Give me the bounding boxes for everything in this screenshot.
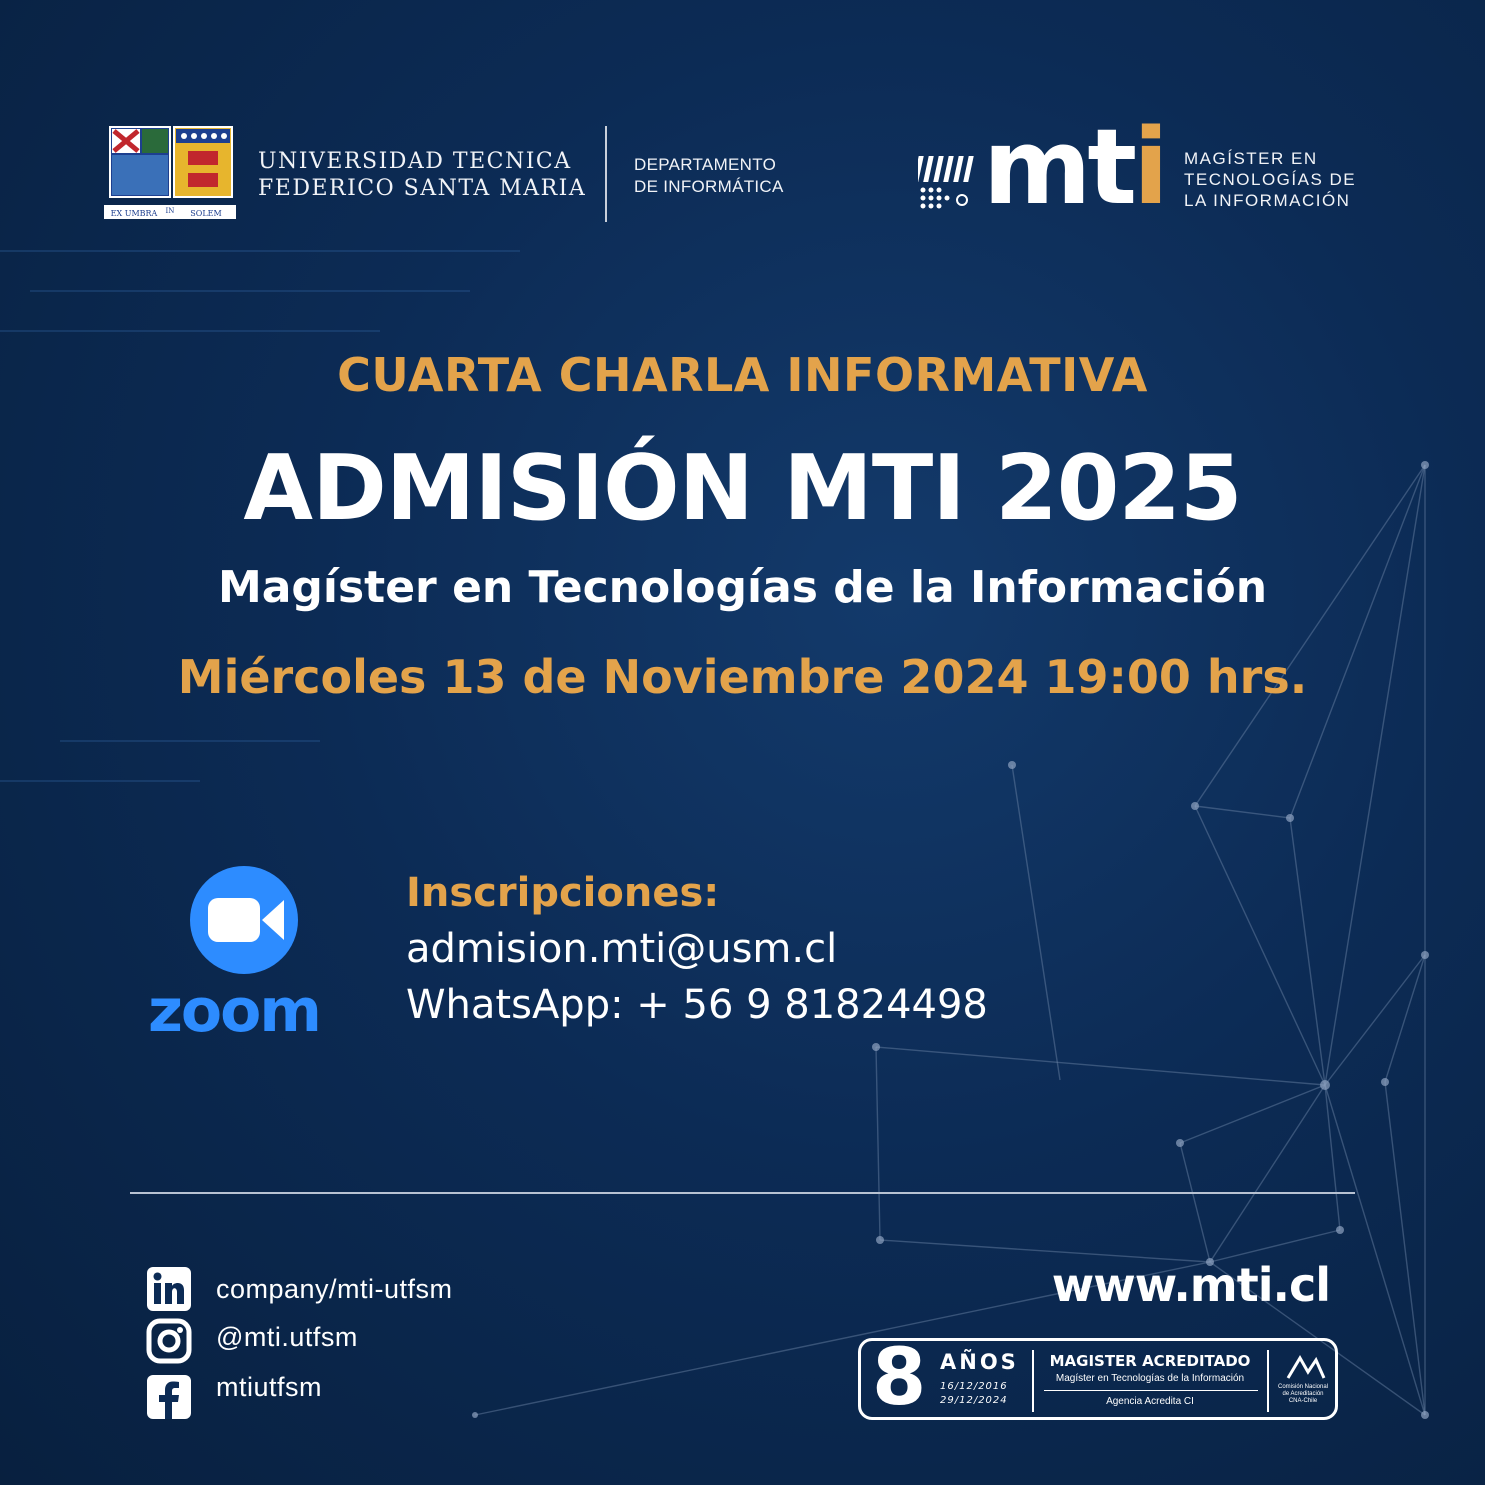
- cna-name-line1: Comisión Nacional: [1277, 1384, 1329, 1390]
- accreditation-date-from: 16/12/2016: [940, 1381, 1008, 1392]
- badge-rule: [1044, 1390, 1258, 1391]
- event-subtitle: CUARTA CHARLA INFORMATIVA: [337, 348, 1148, 402]
- accreditation-years-number: 8: [872, 1333, 927, 1423]
- accreditation-title: MAGISTER ACREDITADO: [1049, 1352, 1251, 1370]
- mti-tagline: [1184, 148, 1356, 211]
- website-link[interactable]: www.mti.cl: [1051, 1258, 1330, 1312]
- crest-motto-left: EX UMBRA: [110, 209, 158, 218]
- facebook-icon[interactable]: [146, 1374, 192, 1420]
- cna-logo-icon: [1286, 1354, 1326, 1380]
- mti-tagline-line2: TECNOLOGÍAS DE: [1184, 170, 1357, 189]
- badge-separator: [1032, 1350, 1034, 1412]
- university-name: [258, 148, 586, 202]
- registration-label: Inscripciones:: [406, 870, 720, 916]
- cna-name-line2: de Acreditación: [1282, 1391, 1324, 1397]
- cna-name-line3: CNA-Chile: [1288, 1398, 1318, 1404]
- instagram-handle[interactable]: @mti.utfsm: [216, 1322, 358, 1352]
- department-name-line2: DE INFORMÁTICA: [634, 177, 784, 196]
- facebook-handle[interactable]: mtiutfsm: [216, 1372, 323, 1402]
- program-name: Magíster en Tecnologías de la Información: [217, 562, 1268, 613]
- zoom-wordmark: zoom: [148, 976, 320, 1046]
- university-name-line2: FEDERICO SANTA MARIA: [258, 176, 587, 201]
- instagram-icon[interactable]: [146, 1318, 192, 1364]
- footer-divider: [130, 1192, 1355, 1194]
- mti-dot-mark-icon: [918, 150, 978, 216]
- usm-crest-logo: [104, 125, 236, 221]
- linkedin-handle[interactable]: company/mti-utfsm: [216, 1274, 453, 1304]
- department-name-line1: DEPARTAMENTO: [634, 155, 777, 174]
- registration-whatsapp[interactable]: WhatsApp: + 56 9 81824498: [406, 982, 988, 1028]
- department-name: [634, 154, 784, 198]
- mti-logo-white: mt: [983, 106, 1134, 228]
- linkedin-icon[interactable]: [146, 1266, 192, 1312]
- zoom-camera-icon: [208, 898, 260, 942]
- accreditation-date-to: 29/12/2024: [940, 1395, 1008, 1406]
- mti-logo-gold: i: [1133, 106, 1165, 228]
- accreditation-agency: Agencia Acredita CI: [1106, 1396, 1194, 1407]
- event-datetime: Miércoles 13 de Noviembre 2024 19:00 hrs.: [177, 650, 1308, 704]
- accreditation-program: Magíster en Tecnologías de la Información: [1055, 1373, 1245, 1384]
- registration-email[interactable]: admision.mti@usm.cl: [406, 926, 838, 972]
- crest-motto-right: SOLEM: [190, 209, 222, 218]
- cna-name: [1268, 1384, 1338, 1405]
- university-name-line1: UNIVERSIDAD TECNICA: [258, 149, 572, 174]
- header-divider: [605, 126, 607, 222]
- event-title: ADMISIÓN MTI 2025: [243, 436, 1242, 541]
- zoom-camera-lens-icon: [262, 900, 284, 940]
- mti-tagline-line3: LA INFORMACIÓN: [1184, 191, 1351, 210]
- mti-logo-wordmark: [983, 106, 1165, 228]
- mti-tagline-line1: MAGÍSTER EN: [1184, 149, 1318, 168]
- accreditation-years-label: AÑOS: [940, 1350, 1019, 1374]
- crest-motto-mid: IN: [165, 207, 175, 215]
